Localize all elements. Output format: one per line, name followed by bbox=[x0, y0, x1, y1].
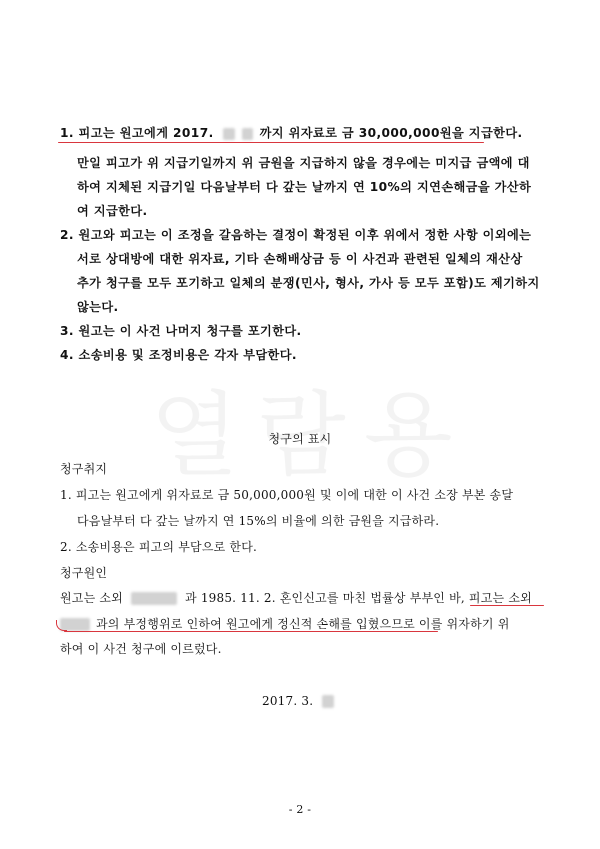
claim-cause-line-1-rest: 과 1985. 11. 2. 혼인신고를 마친 법률상 부부인 바, 피고는 소외 bbox=[185, 591, 532, 605]
order-item-2-line-4: 않는다. bbox=[77, 300, 119, 314]
claim-cause-label: 청구원인 bbox=[60, 566, 108, 580]
page-number: - 2 - bbox=[288, 803, 312, 816]
order-item-1-line-1 bbox=[60, 124, 523, 141]
claim-cause-line-1-start: 원고는 소외 bbox=[60, 591, 123, 605]
red-underline-curve bbox=[56, 620, 67, 631]
order-item-4: 4. 소송비용 및 조정비용은 각자 부담한다. bbox=[60, 348, 297, 362]
order-item-2-line-2: 서로 상대방에 대한 위자료, 기타 손해배상금 등 이 사건과 관련된 일체의 재산상 bbox=[77, 252, 523, 266]
claim-purpose-1-line-2: 다음날부터 다 갚는 날까지 연 15%의 비율에 의한 금원을 지급하라. bbox=[77, 514, 440, 528]
order-item-1-line-4: 여 지급한다. bbox=[77, 204, 148, 218]
claim-cause-line-1 bbox=[60, 589, 532, 606]
order-item-1-line-2: 만일 피고가 위 지급기일까지 위 금원을 지급하지 않을 경우에는 미지급 금액에 대 bbox=[77, 156, 530, 170]
red-underline-cause-2 bbox=[64, 631, 438, 632]
order-item-2-line-1: 2. 원고와 피고는 이 조정을 갈음하는 결정이 확정된 이후 위에서 정한 사항 이외에는 bbox=[60, 228, 532, 242]
order-item-1-line-3: 하여 지체된 지급기일 다음날부터 다 갚는 날까지 연 10%의 지연손해금을 가산하 bbox=[77, 180, 532, 194]
redacted-name-1 bbox=[131, 592, 177, 605]
claim-purpose-1-line-1: 1. 피고는 원고에게 위자료로 금 50,000,000원 및 이에 대한 이 사건 소장 부본 송달 bbox=[60, 488, 514, 502]
claim-date bbox=[262, 694, 334, 708]
claim-cause-line-3: 하여 이 사건 청구에 이르렀다. bbox=[60, 642, 222, 656]
claim-cause-line-2-text: 과의 부정행위로 인하여 원고에게 정신적 손해를 입혔으므로 이를 위자하기 위 bbox=[96, 617, 510, 631]
claim-cause-line-2 bbox=[60, 615, 510, 632]
claim-purpose-2: 2. 소송비용은 피고의 부담으로 한다. bbox=[60, 540, 258, 554]
redacted-date-day bbox=[242, 128, 253, 140]
red-underline-cause-1 bbox=[470, 605, 544, 606]
order-item-2-line-3: 추가 청구를 모두 포기하고 일체의 분쟁(민사, 형사, 가사 등 모두 포함)도 제기하지 bbox=[77, 276, 540, 290]
watermark-text bbox=[150, 362, 471, 494]
claim-purpose-label: 청구취지 bbox=[60, 462, 108, 476]
order-item-1-suffix: 까지 위자료로 금 30,000,000원을 지급한다. bbox=[259, 126, 523, 140]
redacted-date-day-2 bbox=[322, 695, 334, 708]
red-underline-order-1 bbox=[58, 142, 484, 143]
order-item-3: 3. 원고는 이 사건 나머지 청구를 포기한다. bbox=[60, 324, 302, 338]
redacted-date-month bbox=[223, 128, 235, 140]
claim-date-text: 2017. 3. bbox=[262, 694, 314, 708]
claim-heading: 청구의 표시 bbox=[268, 432, 332, 446]
order-item-1-prefix: 1. 피고는 원고에게 2017. bbox=[60, 126, 214, 140]
